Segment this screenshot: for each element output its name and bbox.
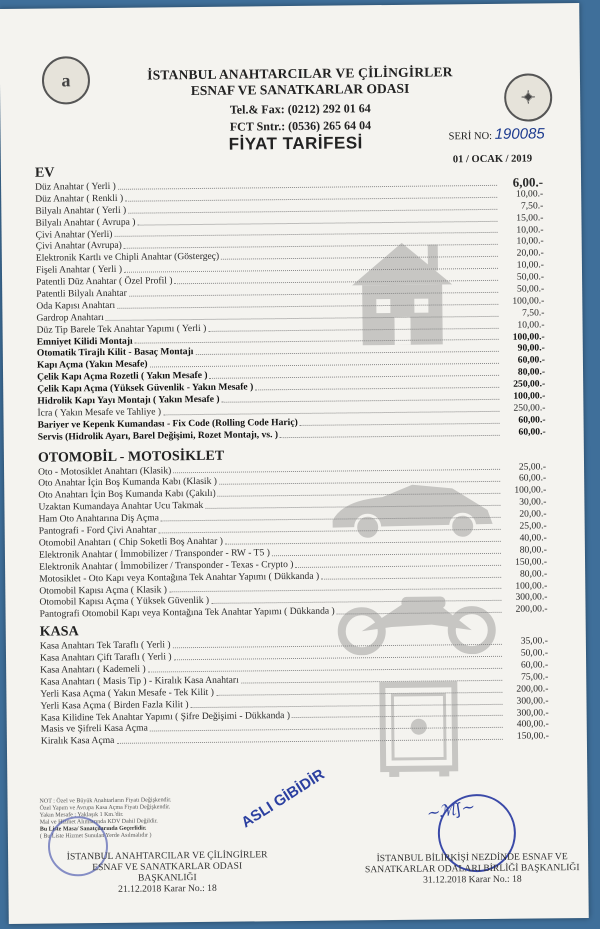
item-price: 100,00.-: [512, 330, 545, 343]
item-label: Bilyalı Anahtar ( Avrupa ): [35, 216, 136, 229]
note-line: Yakın Mesafe : Yaklaşık 1 Km.'dir.: [39, 811, 124, 819]
item-price: 300,00.-: [516, 694, 549, 707]
item-price: 25,00.-: [519, 520, 547, 532]
item-label: Pantografi Otomobil Kapı veya Kontağına Tek Anahtar Yapımı ( Dükkanda ): [39, 605, 335, 620]
item-price: 10,00.-: [516, 259, 544, 271]
item-label: Yerli Kasa Açma ( Birden Fazla Kilit ): [40, 698, 189, 712]
serial-number: [448, 125, 544, 143]
item-label: Oda Kapısı Anahtarı: [36, 299, 116, 312]
item-label: Uzaktan Kumandaya Anahtar Ucu Takmak: [38, 500, 204, 513]
note-line: Bu Liste Masa/ Sanatçılarında Geçerlidir.: [39, 825, 147, 833]
item-label: Oto - Motosiklet Anahtarı (Klasik): [38, 464, 172, 478]
item-label: Servis (Hidrolik Ayarı, Barel Değişimi, Rozet Montajı, vs. ): [37, 428, 279, 443]
item-label: Çivi Anahtar (Yerli): [35, 228, 113, 241]
section-ev-title: EV: [34, 165, 55, 181]
item-label: Otomobil Kapısı Açma ( Yüksek Güvenlik ): [39, 595, 210, 609]
item-label: Otomobil Anahtarı ( Chip Soketli Boş Anahtar ): [38, 535, 224, 549]
item-price: 80,00.-: [519, 567, 548, 580]
note-line: ( Bu Liste Hizmet Sunulan Yerde Asılmalıdır ): [39, 832, 152, 840]
section-oto-rows: [38, 461, 548, 621]
header-fct: FCT Sntr.: (0536) 265 64 04: [229, 118, 372, 134]
serial-value: 190085: [494, 125, 545, 143]
item-price: 7,50.-: [521, 307, 545, 319]
item-label: Fişeli Anahtar ( Yerli ): [35, 264, 123, 276]
item-price: 60,00.-: [520, 659, 549, 671]
item-label: Kasa Anahtarı Çift Taraflı ( Yerli ): [39, 651, 172, 664]
item-price: 50,00.-: [516, 283, 545, 295]
item-price: 30,00.-: [519, 496, 547, 508]
item-price: 80,00.-: [517, 366, 546, 378]
section-oto-title: OTOMOBİL - MOTOSİKLET: [37, 448, 225, 466]
item-label: Otomobil Kapısı Açma ( Klasik ): [39, 583, 168, 597]
header-title-line2: ESNAF VE SANATKARLAR ODASI: [190, 80, 410, 99]
page-title: FİYAT TARİFESİ: [228, 133, 363, 154]
footer-right-line2: SANATKARLAR ODALARI BİRLİĞİ BAŞKANLIĞI: [364, 862, 580, 876]
item-label: Elektronik Anahtar ( İmmobilizer / Transponder - RW - T5 ): [38, 547, 270, 561]
item-price: 100,00.-: [514, 484, 547, 497]
item-price: 20,00.-: [516, 247, 544, 260]
section-kasa-rows: [40, 636, 549, 748]
item-label: Otomatik Tirajlı Kilit - Basaç Montajı: [36, 346, 194, 360]
item-label: Pantografi - Ford Çivi Anahtar: [38, 524, 157, 537]
item-price: 250,00.-: [513, 378, 546, 390]
item-price: 100,00.-: [513, 390, 546, 402]
document-date: 01 / OCAK / 2019: [452, 153, 533, 166]
item-label: Motosiklet - Oto Kapı veya Kontağına Tek Anahtar Yapımı ( Dükkanda ): [39, 570, 320, 585]
section-kasa-title: KASA: [39, 624, 79, 640]
item-price: 150,00.-: [515, 556, 548, 568]
note-line: NOT : Özel ve Büyük Anahtarların Fiyatı Değişkendir.: [39, 797, 172, 805]
item-price: 60,00.-: [518, 426, 546, 438]
item-price: 90,00.-: [517, 342, 545, 355]
footer-left-line1: İSTANBUL ANAHTARCILAR VE ÇİLİNGİRLER: [66, 849, 268, 863]
item-price: 20,00.-: [519, 508, 547, 520]
certified-copy-stamp: ASLI GİBİDİR: [238, 765, 328, 832]
item-label: Düz Tip Barele Tek Anahtar Yapımı ( Yerli ): [36, 322, 207, 336]
item-label: Düz Anahtar ( Renkli ): [35, 192, 124, 205]
footer-right-line1: İSTANBUL BİLİRKİŞİ NEZDİNDE ESNAF VE: [376, 851, 568, 865]
item-price: 400,00.-: [516, 718, 549, 731]
header: [130, 64, 471, 136]
item-price: 10,00.-: [516, 235, 544, 248]
item-price: 6,00.-: [512, 174, 544, 190]
item-label: Oto Anahtar İçin Boş Kumanda Kabı (Klasik ): [38, 476, 218, 490]
item-price: 75,00.-: [521, 671, 549, 683]
item-price: 60,00.-: [517, 354, 545, 367]
item-price: 100,00.-: [515, 579, 548, 592]
item-label: İcra ( Yakın Mesafe ve Tahliye ): [37, 406, 162, 419]
note-line: Özel Yapım ve Avrupa Kasa Açma Fiyatı Değişkendir.: [39, 804, 171, 812]
item-price: 60,00.-: [518, 414, 546, 426]
item-label: Çivi Anahtar (Avrupa): [35, 240, 122, 253]
item-price: 200,00.-: [516, 683, 549, 695]
header-title-line1: İSTANBUL ANAHTARCILAR VE ÇİLİNGİRLER: [147, 64, 453, 83]
item-label: Oto Anahtarı İçin Boş Kumanda Kabı (Çakılı): [38, 488, 216, 502]
item-label: Yerli Kasa Açma ( Yakın Mesafe - Tek Kilit ): [40, 686, 214, 700]
item-price: 50,00.-: [516, 271, 545, 283]
item-price: 50,00.-: [520, 647, 549, 659]
item-label: Emniyet Kilidi Montajı: [36, 335, 133, 348]
footer-right-line3: 31.12.2018 Karar No.: 18: [423, 873, 522, 886]
serial-label: SERİ NO:: [448, 130, 493, 143]
item-label: Çelik Kapı Açma Rozetli ( Yakın Mesafe ): [37, 370, 208, 383]
item-price: 25,00.-: [518, 460, 547, 473]
item-price: 300,00.-: [516, 706, 549, 719]
item-label: Elektronik Anahtar ( İmmobilizer / Transponder - Texas - Crypto ): [39, 558, 294, 573]
footer-right: [360, 851, 584, 886]
footer-left-line3: 21.12.2018 Karar No.: 18: [118, 882, 217, 895]
item-label: Kiralık Kasa Açma: [40, 735, 115, 747]
item-label: Kasa Anahtarı ( Kademeli ): [40, 663, 146, 676]
union-logo-icon: ✦: [504, 73, 553, 122]
item-price: 10,00.-: [516, 223, 544, 236]
note-line: Mal ve Hizmet Alımlarında KDV Dahil Değildir.: [39, 818, 158, 826]
item-label: Hidrolik Kapı Yayı Montajı ( Yakın Mesafe ): [37, 393, 220, 407]
item-price: 15,00.-: [516, 212, 544, 224]
header-phone: Tel.& Fax: (0212) 292 01 64: [229, 101, 371, 117]
item-label: Kapı Açma (Yakın Mesafe): [36, 358, 148, 372]
item-price: 10,00.-: [515, 188, 544, 200]
item-label: Patentli Bilyalı Anahtar: [36, 287, 127, 300]
price-list-sheet: [0, 3, 589, 924]
price-list: [35, 157, 549, 747]
item-label: Ham Oto Anahtarına Diş Açma: [38, 512, 160, 525]
item-label: Elektronik Kartlı ve Chipli Anahtar (Göstergeç): [35, 251, 220, 265]
item-price: 7,50.-: [520, 200, 544, 212]
section-ev-rows: [35, 176, 546, 443]
item-label: Gardrop Anahtarı: [36, 311, 104, 324]
item-label: Bariyer ve Kepenk Kumandası - Fix Code (Rolling Code Hariç): [37, 416, 298, 431]
footer-left-line2: ESNAF VE SANATKARLAR ODASI BAŞKANLIĞI: [92, 860, 243, 884]
item-price: 40,00.-: [519, 532, 547, 544]
item-price: 10,00.-: [517, 319, 545, 331]
item-price: 250,00.-: [513, 402, 546, 414]
item-label: Kasa Kilidine Tek Anahtar Yapımı ( Şifre Değişimi - Dükkanda ): [40, 709, 291, 724]
item-price: 300,00.-: [515, 591, 548, 604]
item-label: Patentli Düz Anahtar ( Özel Profil ): [36, 275, 173, 288]
item-price: 150,00.-: [516, 730, 549, 742]
chamber-logo-icon: a: [42, 56, 91, 105]
item-price: 60,00.-: [518, 472, 547, 485]
item-price: 35,00.-: [520, 635, 548, 647]
footer-left: [62, 849, 272, 895]
item-label: Bilyalı Anahtar ( Yerli ): [35, 204, 127, 217]
item-price: 100,00.-: [512, 295, 545, 307]
item-price: 200,00.-: [515, 603, 548, 615]
item-label: Düz Anahtar ( Yerli ): [35, 180, 116, 193]
item-label: Kasa Anahtarı ( Masis Tip ) - Kiralık Kasa Anahtarı: [40, 674, 239, 688]
item-price: 80,00.-: [519, 544, 547, 556]
item-label: Masis ve Şifreli Kasa Açma: [40, 722, 148, 736]
signature-icon: ∼ℳ∫∼: [424, 798, 476, 823]
item-label: Çelik Kapı Açma (Yüksek Güvenlik - Yakın Mesafe ): [37, 381, 254, 395]
item-label: Kasa Anahtarı Tek Taraflı ( Yerli ): [39, 639, 171, 652]
